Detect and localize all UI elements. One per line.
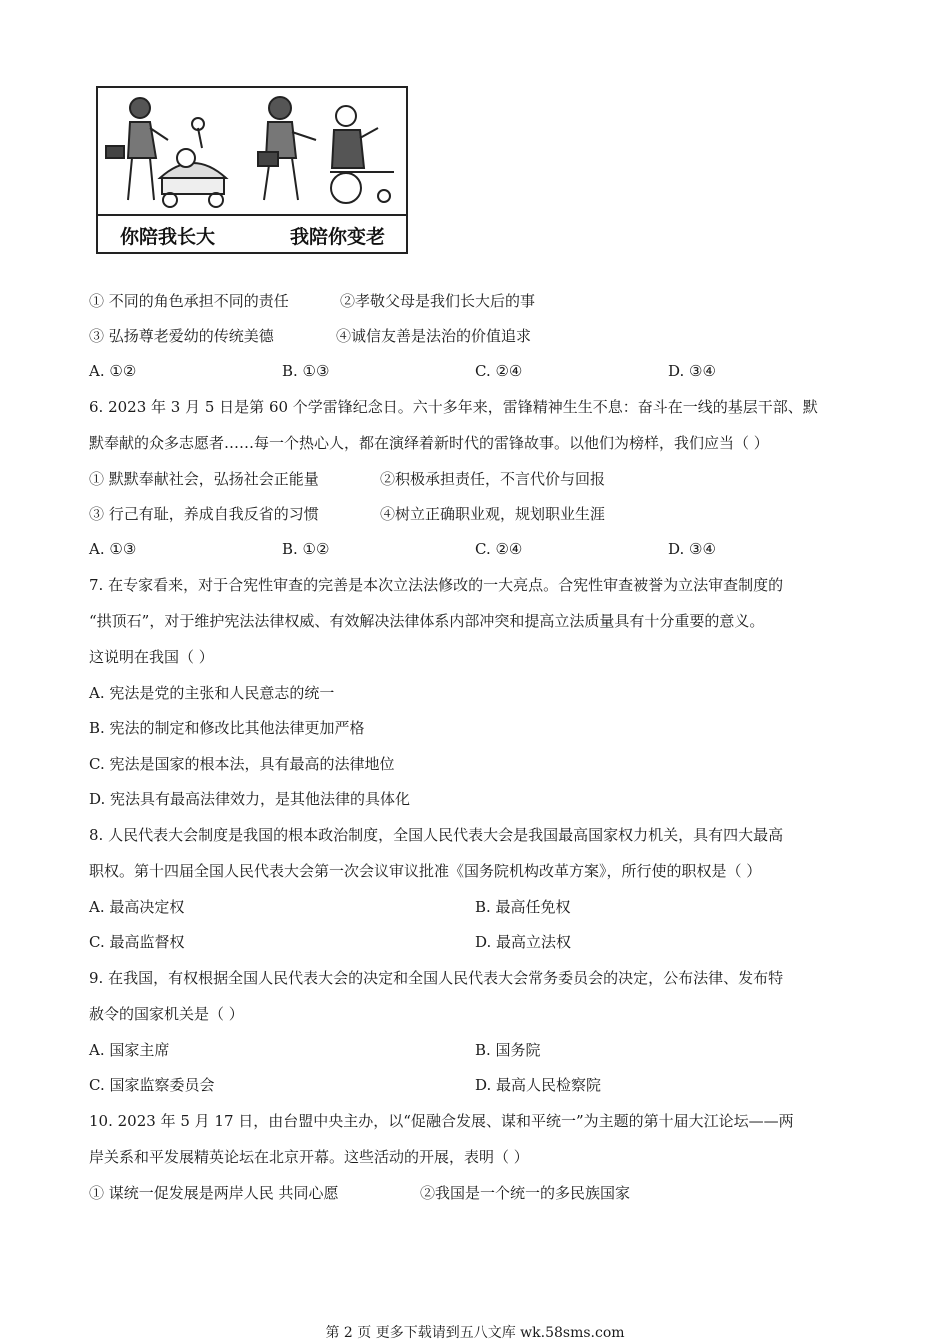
cartoon-illustration: [98, 88, 406, 214]
q7-choice-c: C. 宪法是国家的根本法，具有最高的法律地位: [89, 755, 395, 773]
q7-choice-d: D. 宪法具有最高法律效力，是其他法律的具体化: [89, 790, 411, 808]
q6-option-3: ③ 行己有耻，养成自我反省的习惯: [89, 505, 319, 523]
q8-stem-line-2: 职权。第十四届全国人民代表大会第一次会议审议批准《国务院机构改革方案》，所行使的职权是（ ）: [89, 862, 762, 880]
q8-choice-a: A. 最高决定权: [89, 898, 185, 916]
q10-option-1: ① 谋统一促发展是两岸人民 共同心愿: [89, 1184, 339, 1202]
caption-right: 我陪你变老: [290, 225, 386, 248]
q10-stem-line-2: 岸关系和平发展精英论坛在北京开幕。这些活动的开展，表明（ ）: [89, 1148, 529, 1166]
q5-option-1: ① 不同的角色承担不同的责任: [89, 292, 289, 310]
q6-choice-a: A. ①③: [89, 540, 137, 558]
q6-option-1: ① 默默奉献社会，弘扬社会正能量: [89, 470, 319, 488]
q9-choice-d: D. 最高人民检察院: [475, 1076, 602, 1094]
q6-choice-b: B. ①②: [282, 540, 330, 558]
q5-option-4: ④诚信友善是法治的价值追求: [336, 327, 532, 345]
q10-stem-line-1: 10. 2023 年 5 月 17 日，由台盟中央主办，以“促融合发展、谋和平统一”为主题的第十届大江论坛——两: [89, 1112, 794, 1130]
q9-stem-line-2: 赦令的国家机关是（ ）: [89, 1005, 244, 1023]
q9-choice-a: A. 国家主席: [89, 1041, 170, 1059]
cartoon-captions: [98, 214, 406, 254]
q8-stem-line-1: 8. 人民代表大会制度是我国的根本政治制度，全国人民代表大会是我国最高国家权力机关，具有四大最高: [89, 826, 784, 844]
q8-choice-b: B. 最高任免权: [475, 898, 571, 916]
q7-choice-b: B. 宪法的制定和修改比其他法律更加严格: [89, 719, 365, 737]
q7-stem-line-1: 7. 在专家看来，对于合宪性审查的完善是本次立法法修改的一大亮点。合宪性审查被誉为立法审查制度的: [89, 576, 784, 594]
q7-stem-line-3: 这说明在我国（ ）: [89, 648, 214, 666]
q8-choice-d: D. 最高立法权: [475, 933, 572, 951]
q5-choice-c: C. ②④: [475, 362, 523, 380]
page-footer: 第 2 页 更多下载请到五八文库 wk.58sms.com: [325, 1325, 625, 1341]
q8-choice-c: C. 最高监督权: [89, 933, 185, 951]
q6-option-2: ②积极承担责任，不言代价与回报: [380, 470, 606, 488]
q6-option-4: ④树立正确职业观，规划职业生涯: [380, 505, 606, 523]
q6-stem-line-1: 6. 2023 年 3 月 5 日是第 60 个学雷锋纪念日。六十多年来，雷锋精神生生不息：奋斗在一线的基层干部、默: [89, 398, 818, 416]
cartoon-figure: [96, 86, 408, 254]
q9-stem-line-1: 9. 在我国，有权根据全国人民代表大会的决定和全国人民代表大会常务委员会的决定，公布法律、发布特: [89, 969, 784, 987]
q10-option-2: ②我国是一个统一的多民族国家: [420, 1184, 631, 1202]
q5-choice-a: A. ①②: [89, 362, 137, 380]
q6-stem-line-2: 默奉献的众多志愿者……每一个热心人，都在演绎着新时代的雷锋故事。以他们为榜样，我们应当（ ）: [89, 434, 769, 452]
q6-choice-c: C. ②④: [475, 540, 523, 558]
q5-choice-b: B. ①③: [282, 362, 330, 380]
q6-choice-d: D. ③④: [668, 540, 716, 558]
q5-choice-d: D. ③④: [668, 362, 716, 380]
q9-choice-c: C. 国家监察委员会: [89, 1076, 215, 1094]
q5-option-2: ②孝敬父母是我们长大后的事: [340, 292, 536, 310]
q7-choice-a: A. 宪法是党的主张和人民意志的统一: [89, 684, 335, 702]
q9-choice-b: B. 国务院: [475, 1041, 541, 1059]
q5-option-3: ③ 弘扬尊老爱幼的传统美德: [89, 327, 274, 345]
q7-stem-line-2: “拱顶石”，对于维护宪法法律权威、有效解决法律体系内部冲突和提高立法质量具有十分重要的意义。: [89, 612, 765, 630]
caption-left: 你陪我长大: [120, 225, 216, 248]
